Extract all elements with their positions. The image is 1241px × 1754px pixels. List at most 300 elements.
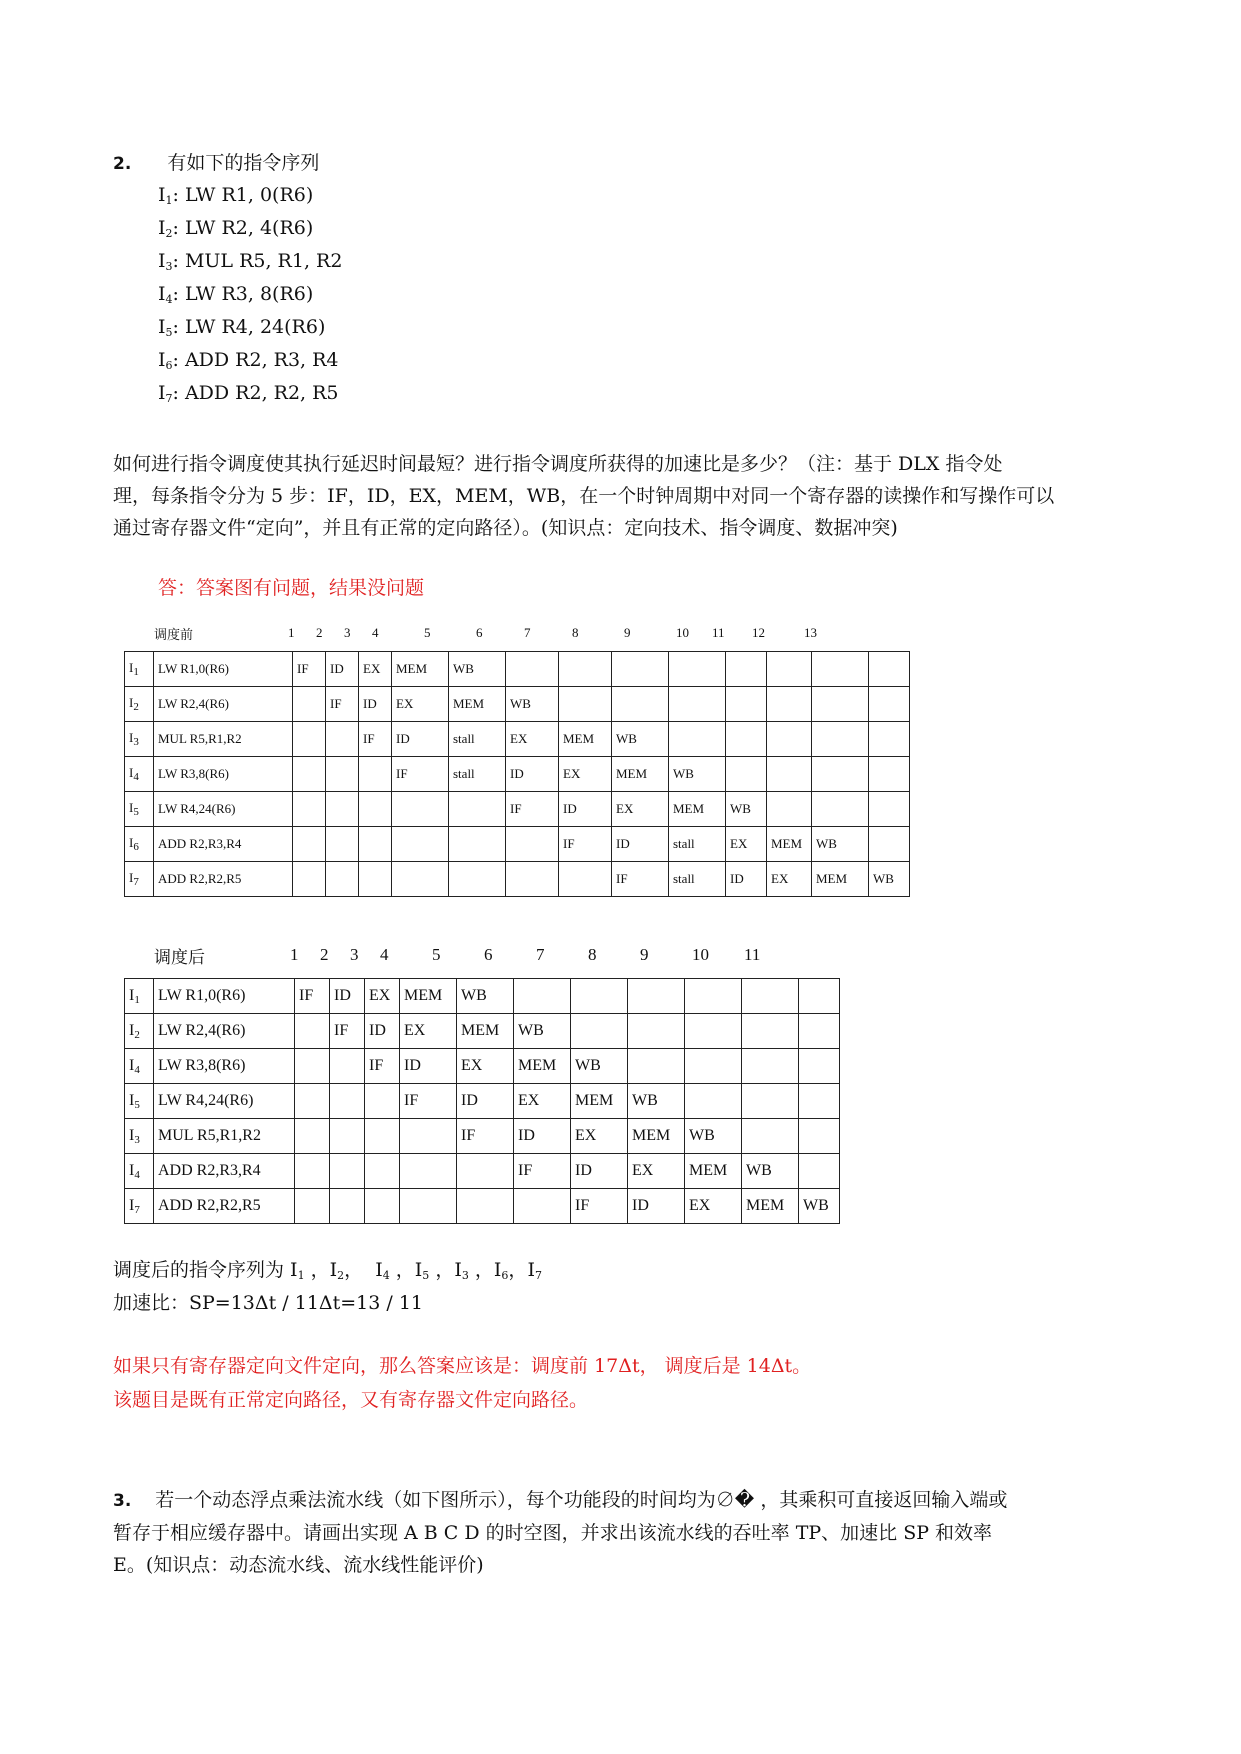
- stage-cell: IF: [295, 979, 330, 1014]
- stage-cell: ID: [612, 827, 669, 862]
- instruction-text: : LW R3, 8(R6): [172, 283, 314, 305]
- stage-cell: [326, 862, 359, 897]
- stage-cell: [812, 687, 869, 722]
- instruction-line: [158, 349, 339, 377]
- stage-cell: ID: [330, 979, 365, 1014]
- stage-cell: [869, 757, 910, 792]
- stage-cell: WB: [514, 1014, 571, 1049]
- stage-cell: ID: [457, 1084, 514, 1119]
- stage-cell: [359, 827, 392, 862]
- q2-question-line: 通过寄存器文件“定向”，并且有正常的定向路径）。(知识点：定向技术、指令调度、数据冲突): [113, 517, 898, 539]
- stage-cell: [612, 687, 669, 722]
- instruction-id-subscript: 2: [165, 227, 173, 240]
- instruction-id-cell: [125, 792, 154, 827]
- instruction-id-subscript: 7: [165, 392, 173, 405]
- stage-cell: EX: [365, 979, 400, 1014]
- sequence-item-subscript: 1: [297, 1269, 305, 1282]
- stage-cell: [506, 652, 559, 687]
- stage-cell: [685, 1084, 742, 1119]
- sequence-item-subscript: 5: [422, 1269, 430, 1282]
- stage-cell: [293, 757, 326, 792]
- q3-line: 若一个动态浮点乘法流水线（如下图所示），每个功能段的时间均为∅� ，其乘积可直接返回输入端或: [155, 1489, 1008, 1511]
- stage-cell: [559, 862, 612, 897]
- stage-cell: EX: [628, 1154, 685, 1189]
- red-note-1: 如果只有寄存器定向文件定向，那么答案应该是：调度前 17Δt， 调度后是 14Δt。: [113, 1355, 812, 1377]
- cycle-number: 10: [692, 945, 709, 964]
- stage-cell: MEM: [628, 1119, 685, 1154]
- instruction-id-subscript: 4: [134, 1063, 140, 1076]
- instruction-id-cell: [125, 1014, 154, 1049]
- stage-cell: MEM: [449, 687, 506, 722]
- stage-cell: EX: [359, 652, 392, 687]
- stage-cell: EX: [392, 687, 449, 722]
- sequence-item: $I_2$: [329, 1259, 345, 1282]
- instruction-cell: MUL R5,R1,R2: [154, 1119, 295, 1154]
- table-row: [125, 979, 840, 1014]
- stage-cell: [685, 979, 742, 1014]
- stage-cell: [506, 827, 559, 862]
- table-row: [125, 722, 910, 757]
- stage-cell: WB: [869, 862, 910, 897]
- table-row: [125, 652, 910, 687]
- stage-cell: [365, 1189, 400, 1224]
- instruction-id-cell: [125, 1084, 154, 1119]
- stage-cell: [330, 1189, 365, 1224]
- instruction-text: : LW R1, 0(R6): [172, 184, 314, 206]
- cycle-number: 6: [484, 945, 493, 964]
- instruction-id-subscript: 3: [134, 1133, 140, 1146]
- table-row: [125, 757, 910, 792]
- cycle-number: 4: [372, 625, 379, 640]
- stage-cell: WB: [449, 652, 506, 687]
- stage-cell: stall: [449, 757, 506, 792]
- q2-question-line: 如何进行指令调度使其执行延迟时间最短？进行指令调度所获得的加速比是多少？（注：基于 DLX 指令处: [113, 453, 1003, 475]
- cycle-number: 1: [288, 625, 295, 640]
- stage-cell: [669, 687, 726, 722]
- stage-cell: [628, 1014, 685, 1049]
- stage-cell: [392, 827, 449, 862]
- answer-note: 答：答案图有问题，结果没问题: [158, 577, 425, 599]
- stage-cell: [514, 1189, 571, 1224]
- stage-cell: [767, 722, 812, 757]
- stage-cell: [799, 1084, 840, 1119]
- stage-cell: [812, 757, 869, 792]
- instruction-id-cell: [125, 1189, 154, 1224]
- stage-cell: [400, 1119, 457, 1154]
- instruction-id: $I_7$: [129, 1196, 140, 1216]
- instruction-id: $I_7$: [129, 870, 139, 888]
- cycle-number: 6: [476, 625, 483, 640]
- cycle-number: 12: [752, 625, 765, 640]
- stage-cell: [295, 1014, 330, 1049]
- table-title: 调度前: [154, 626, 194, 642]
- instruction-cell: LW R2,4(R6): [154, 687, 293, 722]
- stage-cell: IF: [559, 827, 612, 862]
- instruction-id-subscript: 4: [134, 1168, 140, 1181]
- q2-number: 2.: [113, 154, 132, 174]
- stage-cell: [326, 792, 359, 827]
- instruction-cell: LW R2,4(R6): [154, 1014, 295, 1049]
- stage-cell: [869, 827, 910, 862]
- stage-cell: [457, 1154, 514, 1189]
- instruction-text: : ADD R2, R3, R4: [172, 349, 339, 371]
- instruction-cell: MUL R5,R1,R2: [154, 722, 293, 757]
- stage-cell: [400, 1189, 457, 1224]
- instruction-id: $I_7$: [158, 382, 173, 405]
- cycle-number: 3: [350, 945, 359, 964]
- cycle-number: 4: [380, 945, 389, 964]
- stage-cell: [685, 1014, 742, 1049]
- stage-cell: [457, 1189, 514, 1224]
- stage-cell: MEM: [767, 827, 812, 862]
- stage-cell: IF: [326, 687, 359, 722]
- stage-cell: EX: [612, 792, 669, 827]
- q3-line: 暂存于相应缓存器中。请画出实现 A B C D 的时空图，并求出该流水线的吞吐率 TP、加速比 SP 和效率: [113, 1522, 993, 1544]
- stage-cell: [559, 687, 612, 722]
- stage-cell: [295, 1049, 330, 1084]
- stage-cell: IF: [359, 722, 392, 757]
- instruction-cell: ADD R2,R3,R4: [154, 1154, 295, 1189]
- stage-cell: EX: [457, 1049, 514, 1084]
- stage-cell: EX: [685, 1189, 742, 1224]
- stage-cell: [799, 979, 840, 1014]
- table-row: [125, 1154, 840, 1189]
- q3-number: 3.: [113, 1491, 132, 1511]
- table-row: [125, 862, 910, 897]
- instruction-cell: LW R4,24(R6): [154, 1084, 295, 1119]
- instruction-id-cell: [125, 979, 154, 1014]
- instruction-line: [158, 250, 342, 278]
- sequence-separator: ，: [344, 1259, 376, 1281]
- stage-cell: WB: [742, 1154, 799, 1189]
- stage-cell: [330, 1119, 365, 1154]
- instruction-id-cell: [125, 827, 154, 862]
- table-row: [125, 1014, 840, 1049]
- stage-cell: [742, 1084, 799, 1119]
- q2-heading: [113, 152, 319, 175]
- cycle-number: 8: [572, 625, 579, 640]
- stage-cell: ID: [326, 652, 359, 687]
- stage-cell: [559, 652, 612, 687]
- instruction-cell: LW R1,0(R6): [154, 652, 293, 687]
- instruction-id-cell: [125, 1154, 154, 1189]
- stage-cell: [295, 1189, 330, 1224]
- stage-cell: [449, 792, 506, 827]
- stage-cell: [365, 1119, 400, 1154]
- instruction-id-subscript: 6: [133, 841, 139, 853]
- stage-cell: [293, 722, 326, 757]
- stage-cell: MEM: [457, 1014, 514, 1049]
- instruction-id: $I_2$: [129, 695, 139, 713]
- stage-cell: [295, 1154, 330, 1189]
- stage-cell: WB: [669, 757, 726, 792]
- stage-cell: MEM: [685, 1154, 742, 1189]
- stage-cell: [742, 1119, 799, 1154]
- speedup-line: 加速比：SP=13Δt / 11Δt=13 / 11: [113, 1292, 424, 1314]
- stage-cell: MEM: [514, 1049, 571, 1084]
- stage-cell: [326, 722, 359, 757]
- instruction-id: $I_3$: [129, 1126, 140, 1146]
- stage-cell: [392, 862, 449, 897]
- stage-cell: [293, 792, 326, 827]
- stage-cell: [726, 722, 767, 757]
- stage-cell: MEM: [571, 1084, 628, 1119]
- stage-cell: [330, 1154, 365, 1189]
- cycle-number: 11: [744, 945, 761, 964]
- stage-cell: [359, 792, 392, 827]
- instruction-id-subscript: 7: [134, 1203, 140, 1216]
- stage-cell: ID: [506, 757, 559, 792]
- instruction-cell: ADD R2,R2,R5: [154, 862, 293, 897]
- stage-cell: ID: [514, 1119, 571, 1154]
- instruction-id: $I_6$: [158, 349, 173, 372]
- stage-cell: [812, 652, 869, 687]
- stage-cell: WB: [812, 827, 869, 862]
- table-row: [125, 1084, 840, 1119]
- stage-cell: IF: [457, 1119, 514, 1154]
- table-row: [125, 1119, 840, 1154]
- instruction-id-subscript: 5: [165, 326, 173, 339]
- q3-line: E。(知识点：动态流水线、流水线性能评价): [113, 1554, 484, 1576]
- stage-cell: EX: [400, 1014, 457, 1049]
- instruction-id-subscript: 1: [133, 666, 139, 678]
- instruction-id-cell: [125, 687, 154, 722]
- stage-cell: MEM: [612, 757, 669, 792]
- cycle-number: 1: [290, 945, 299, 964]
- instruction-id: $I_6$: [129, 835, 139, 853]
- instruction-id: $I_3$: [129, 730, 139, 748]
- instruction-line: [158, 316, 325, 344]
- sequence-separator: ，: [304, 1259, 330, 1281]
- stage-cell: [767, 652, 812, 687]
- stage-cell: [742, 1049, 799, 1084]
- sequence-item: $I_5$: [414, 1259, 430, 1282]
- instruction-cell: ADD R2,R3,R4: [154, 827, 293, 862]
- cycle-number: 7: [536, 945, 545, 964]
- stage-cell: [295, 1119, 330, 1154]
- stage-cell: ID: [726, 862, 767, 897]
- sequence-item: $I_1$: [290, 1259, 305, 1282]
- instruction-id-cell: [125, 757, 154, 792]
- stage-cell: [812, 722, 869, 757]
- stage-cell: MEM: [400, 979, 457, 1014]
- stage-cell: [669, 652, 726, 687]
- stage-cell: ID: [400, 1049, 457, 1084]
- stage-cell: EX: [767, 862, 812, 897]
- stage-cell: [869, 722, 910, 757]
- instruction-id-subscript: 5: [133, 806, 139, 818]
- stage-cell: [726, 757, 767, 792]
- instruction-id-subscript: 1: [134, 993, 140, 1006]
- instruction-id-cell: [125, 862, 154, 897]
- stage-cell: [726, 687, 767, 722]
- stage-cell: IF: [293, 652, 326, 687]
- sequence-item-subscript: 4: [382, 1269, 390, 1282]
- sequence-item-subscript: 2: [337, 1269, 345, 1282]
- cycle-number: 5: [424, 625, 431, 640]
- stage-cell: [326, 827, 359, 862]
- stage-cell: [767, 757, 812, 792]
- instruction-id-subscript: 2: [133, 701, 139, 713]
- stage-cell: WB: [571, 1049, 628, 1084]
- red-note-2: 该题目是既有正常定向路径，又有寄存器文件定向路径。: [113, 1389, 589, 1411]
- stage-cell: [812, 792, 869, 827]
- cycle-number: 8: [588, 945, 597, 964]
- table-after-scheduling: [124, 978, 840, 1224]
- stage-cell: [293, 862, 326, 897]
- stage-cell: ID: [359, 687, 392, 722]
- instruction-text: : MUL R5, R1, R2: [172, 250, 343, 272]
- sequence-items: [290, 1259, 542, 1281]
- instruction-cell: LW R3,8(R6): [154, 1049, 295, 1084]
- stage-cell: IF: [365, 1049, 400, 1084]
- stage-cell: WB: [685, 1119, 742, 1154]
- stage-cell: [799, 1154, 840, 1189]
- instruction-id: $I_4$: [158, 283, 173, 306]
- q2-question-line: 理，每条指令分为 5 步：IF，ID，EX，MEM，WB，在一个时钟周期中对同一个寄存器的读操作和写操作可以: [113, 485, 1055, 507]
- stage-cell: IF: [571, 1189, 628, 1224]
- scheduled-sequence: [113, 1259, 542, 1287]
- stage-cell: [330, 1084, 365, 1119]
- instruction-id-subscript: 3: [133, 736, 139, 748]
- stage-cell: [767, 687, 812, 722]
- stage-cell: [365, 1154, 400, 1189]
- instruction-text: : LW R4, 24(R6): [172, 316, 326, 338]
- stage-cell: IF: [514, 1154, 571, 1189]
- sequence-item: $I_6$: [493, 1259, 509, 1282]
- instruction-line: [158, 184, 313, 212]
- sequence-item-subscript: 3: [461, 1269, 469, 1282]
- stage-cell: stall: [449, 722, 506, 757]
- stage-cell: EX: [726, 827, 767, 862]
- instruction-id-subscript: 4: [165, 293, 173, 306]
- stage-cell: ID: [628, 1189, 685, 1224]
- instruction-id-subscript: 5: [134, 1098, 140, 1111]
- stage-cell: stall: [669, 862, 726, 897]
- sequence-item: $I_7$: [527, 1259, 542, 1282]
- instruction-id-subscript: 3: [165, 260, 173, 273]
- instruction-id-subscript: 1: [165, 194, 173, 207]
- stage-cell: [449, 862, 506, 897]
- stage-cell: [571, 1014, 628, 1049]
- instruction-line: [158, 382, 339, 410]
- stage-cell: ID: [392, 722, 449, 757]
- stage-cell: ID: [571, 1154, 628, 1189]
- table-after-header: [124, 942, 780, 968]
- q3-text: [113, 1484, 1133, 1581]
- stage-cell: [799, 1014, 840, 1049]
- cycle-number: 9: [624, 625, 631, 640]
- instruction-id: $I_4$: [129, 1056, 140, 1076]
- stage-cell: [295, 1084, 330, 1119]
- sequence-separator: ，: [429, 1259, 455, 1281]
- cycle-number: 9: [640, 945, 649, 964]
- instruction-text: : LW R2, 4(R6): [172, 217, 314, 239]
- table-row: [125, 792, 910, 827]
- instruction-line: [158, 217, 313, 245]
- stage-cell: IF: [612, 862, 669, 897]
- stage-cell: ID: [559, 792, 612, 827]
- instruction-id: $I_2$: [129, 1021, 140, 1041]
- instruction-text: : ADD R2, R2, R5: [172, 382, 339, 404]
- stage-cell: [669, 722, 726, 757]
- instruction-line: [158, 283, 313, 311]
- stage-cell: MEM: [559, 722, 612, 757]
- stage-cell: [869, 687, 910, 722]
- instruction-id: $I_2$: [158, 217, 173, 240]
- cycle-number: 3: [344, 625, 351, 640]
- stage-cell: [293, 827, 326, 862]
- instruction-id: $I_5$: [158, 316, 173, 339]
- table-row: [125, 827, 910, 862]
- stage-cell: [571, 979, 628, 1014]
- cycle-number: 5: [432, 945, 441, 964]
- instruction-id-subscript: 7: [133, 876, 139, 888]
- instruction-id: $I_5$: [129, 1091, 140, 1111]
- sequence-item-subscript: 7: [534, 1269, 542, 1282]
- stage-cell: stall: [669, 827, 726, 862]
- stage-cell: EX: [506, 722, 559, 757]
- instruction-cell: LW R1,0(R6): [154, 979, 295, 1014]
- stage-cell: WB: [799, 1189, 840, 1224]
- stage-cell: WB: [457, 979, 514, 1014]
- instruction-id-cell: [125, 1049, 154, 1084]
- stage-cell: [514, 979, 571, 1014]
- stage-cell: [869, 792, 910, 827]
- stage-cell: [400, 1154, 457, 1189]
- stage-cell: [449, 827, 506, 862]
- stage-cell: [359, 757, 392, 792]
- instruction-id-subscript: 6: [165, 359, 173, 372]
- stage-cell: [365, 1084, 400, 1119]
- stage-cell: MEM: [812, 862, 869, 897]
- cycle-number: 2: [320, 945, 329, 964]
- stage-cell: [628, 1049, 685, 1084]
- instruction-id: $I_4$: [129, 1161, 140, 1181]
- cycle-number: 7: [524, 625, 531, 640]
- instruction-id: $I_4$: [129, 765, 139, 783]
- stage-cell: [767, 792, 812, 827]
- stage-cell: [799, 1049, 840, 1084]
- stage-cell: WB: [628, 1084, 685, 1119]
- stage-cell: EX: [571, 1119, 628, 1154]
- stage-cell: WB: [612, 722, 669, 757]
- stage-cell: [742, 1014, 799, 1049]
- stage-cell: [726, 652, 767, 687]
- instruction-id-cell: [125, 1119, 154, 1154]
- stage-cell: WB: [726, 792, 767, 827]
- stage-cell: [326, 757, 359, 792]
- stage-cell: MEM: [742, 1189, 799, 1224]
- stage-cell: MEM: [669, 792, 726, 827]
- stage-cell: [742, 979, 799, 1014]
- sequence-prefix: 调度后的指令序列为: [113, 1259, 291, 1281]
- stage-cell: [330, 1049, 365, 1084]
- sequence-separator: ，: [389, 1259, 415, 1281]
- stage-cell: EX: [514, 1084, 571, 1119]
- stage-cell: [293, 687, 326, 722]
- table-before-scheduling: [124, 651, 910, 897]
- cycle-number: 2: [316, 625, 323, 640]
- stage-cell: IF: [506, 792, 559, 827]
- q2-intro: 有如下的指令序列: [167, 152, 320, 174]
- instruction-id-subscript: 2: [134, 1028, 140, 1041]
- instruction-cell: ADD R2,R2,R5: [154, 1189, 295, 1224]
- cycle-number: 13: [804, 625, 817, 640]
- sequence-item-subscript: 6: [501, 1269, 509, 1282]
- stage-cell: [685, 1049, 742, 1084]
- table-before-header: [124, 622, 840, 644]
